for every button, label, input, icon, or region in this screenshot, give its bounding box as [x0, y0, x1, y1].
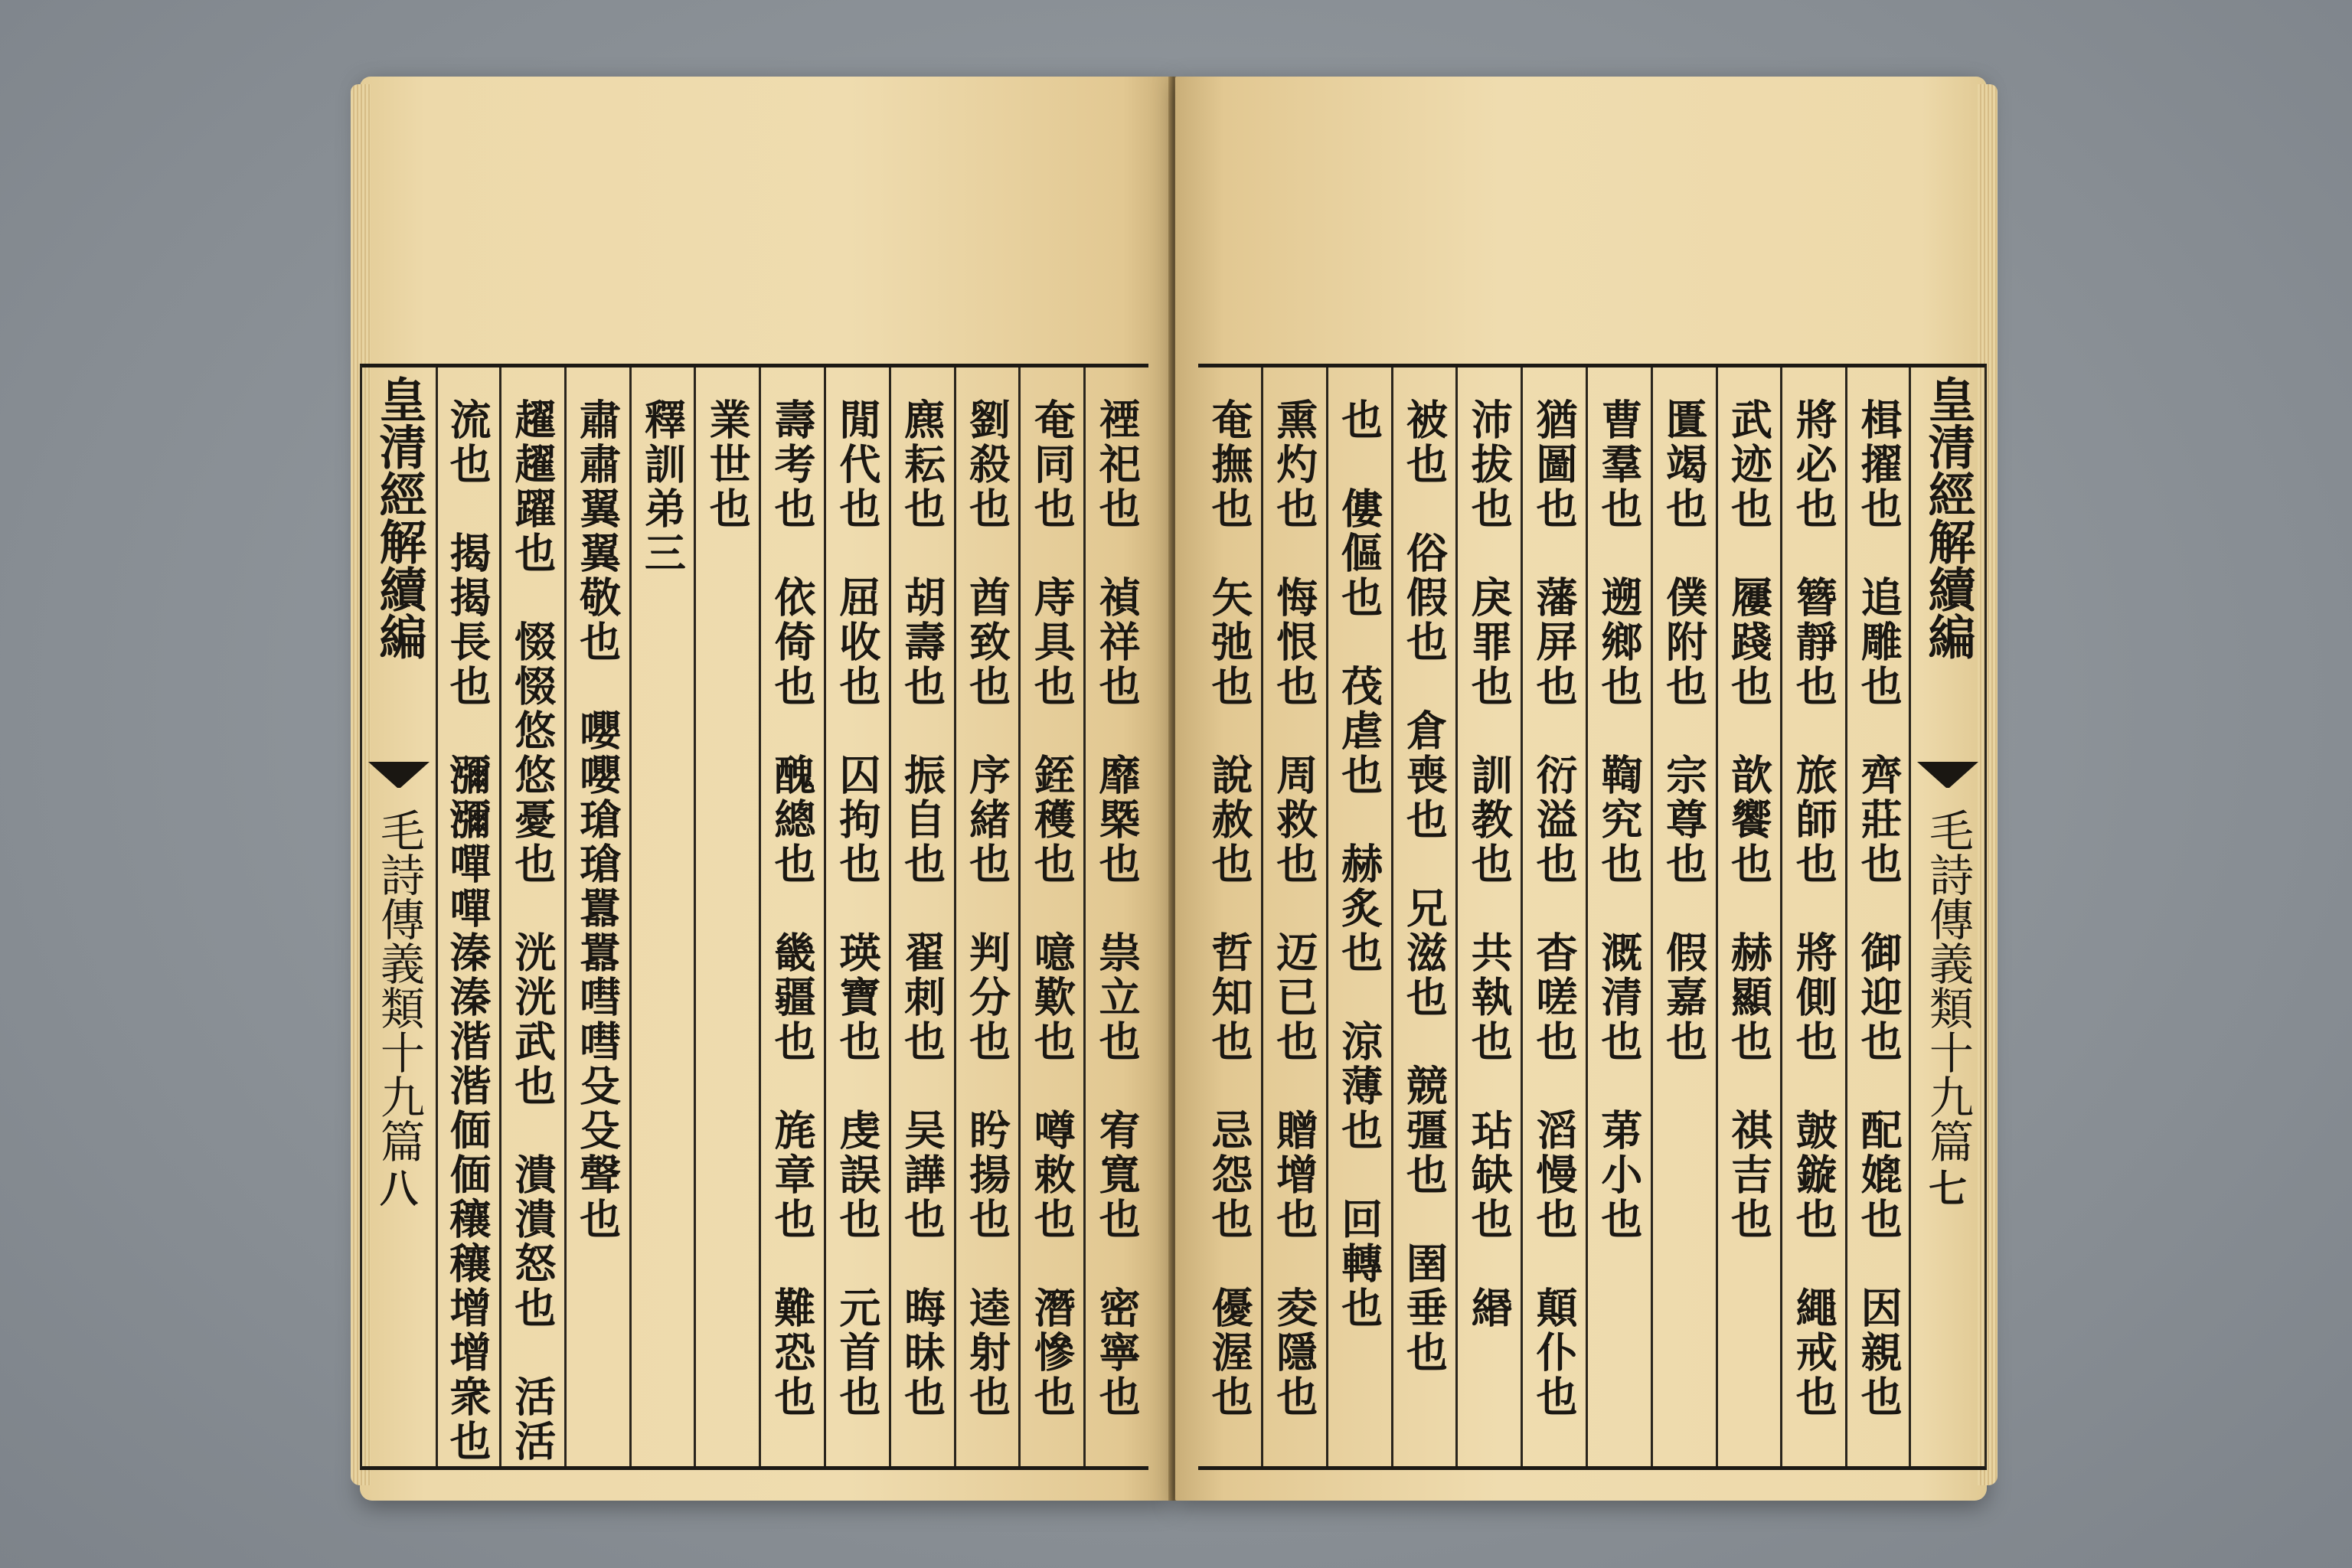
text-column	[759, 368, 824, 1466]
column-text: 趯趯躍也 惙惙悠悠憂也 洸洸武也 潰潰怒也 活活	[508, 398, 557, 1464]
text-column	[694, 368, 759, 1466]
text-column	[1455, 368, 1521, 1466]
left-margin-title: 皇清經解續編	[371, 375, 427, 660]
column-text: 閒代也 屈收也 囚拘也 瑛寶也 虔誤也 元首也	[832, 398, 882, 1419]
right-margin-title: 皇清經解續編	[1920, 375, 1976, 660]
left-margin-subtitle: 毛詩傳義類十九篇	[373, 808, 425, 1163]
text-column	[1845, 368, 1910, 1466]
left-fishtail-mark	[368, 762, 430, 788]
column-text: 業世也	[703, 398, 753, 531]
column-text: 被也 俗假也 倉喪也 兄滋也 競彊也 圉垂也	[1400, 398, 1449, 1375]
text-column	[954, 368, 1019, 1466]
text-column	[1716, 368, 1781, 1466]
column-text: 將必也 簪靜也 旅師也 將側也 皷鏇也 繩戒也	[1789, 398, 1839, 1419]
left-columns	[436, 368, 1148, 1466]
text-column	[1586, 368, 1651, 1466]
text-column	[889, 368, 954, 1466]
text-column	[629, 368, 694, 1466]
text-column	[1780, 368, 1845, 1466]
right-page	[1175, 77, 1987, 1501]
column-text: 也 僂傴也 茷虐也 赫炙也 涼薄也 回轉也	[1334, 398, 1384, 1331]
column-text: 猶圖也 藩屏也 衍溢也 杳嗟也 滔慢也 顛仆也	[1530, 398, 1579, 1419]
right-text-frame	[1198, 364, 1910, 1470]
left-margin-strip	[360, 364, 438, 1470]
right-fishtail-mark	[1917, 762, 1978, 788]
text-column	[499, 368, 564, 1466]
text-column	[824, 368, 889, 1466]
text-column	[1261, 368, 1326, 1466]
column-text: 楫擢也 追雕也 齊莊也 御迎也 配媲也 因親也	[1854, 398, 1904, 1419]
column-text: 肅肅翼翼敬也 嚶嚶瑲瑲囂囂嘒嘒殳殳聲也	[573, 398, 622, 1242]
right-margin-subtitle: 毛詩傳義類十九篇	[1922, 808, 1974, 1163]
column-text: 熏灼也 悔恨也 周救也 迈已也 贈增也 夌隱也	[1269, 398, 1319, 1419]
text-column	[436, 368, 499, 1466]
right-margin-strip	[1909, 364, 1987, 1470]
text-column	[1326, 368, 1391, 1466]
open-book	[352, 77, 2006, 1516]
column-text: 沛拔也 戾罪也 訓教也 共執也 玷缺也 緡	[1465, 398, 1514, 1331]
right-columns	[1198, 368, 1910, 1466]
column-text: 壽考也 依倚也 醜總也 畿疆也 旄章也 難恐也	[768, 398, 818, 1419]
right-page-number: 七	[1929, 1166, 1967, 1211]
column-text: 曹羣也 遡鄉也 鞫究也 溉清也 苐小也	[1594, 398, 1644, 1242]
column-text: 奄撫也 矢弛也 說赦也 哲知也 忌怨也 優渥也	[1204, 398, 1254, 1419]
column-text: 釋訓弟三	[638, 398, 688, 576]
text-column	[1521, 368, 1586, 1466]
text-column	[1391, 368, 1456, 1466]
column-text: 禋祀也 禎祥也 靡槩也 祟立也 宥寬也 密寧也	[1093, 398, 1142, 1419]
column-text: 流也 揭揭長也 瀰瀰嘽嘽溱溱湝湝偭偭穰穰增增衆也	[443, 398, 492, 1464]
text-column	[1018, 368, 1083, 1466]
column-text: 武迹也 屨踐也 歆饗也 赫顯也 祺吉也	[1724, 398, 1774, 1242]
text-column	[1083, 368, 1148, 1466]
text-column	[1651, 368, 1716, 1466]
column-text: 劉殺也 酋致也 序緒也 判分也 盻揚也 逵射也	[962, 398, 1012, 1419]
left-text-frame	[436, 364, 1148, 1470]
column-text: 奄同也 庤具也 銍穫也 噫歎也 噂敕也 潛慘也	[1027, 398, 1077, 1419]
text-column	[1198, 368, 1261, 1466]
column-text: 匱竭也 僕附也 宗尊也 假嘉也	[1659, 398, 1709, 1064]
text-column	[564, 368, 629, 1466]
column-text: 麃耘也 胡壽也 振自也 翟刺也 吴譁也 晦昧也	[897, 398, 947, 1419]
left-page-number: 八	[380, 1166, 418, 1211]
left-page	[360, 77, 1171, 1501]
